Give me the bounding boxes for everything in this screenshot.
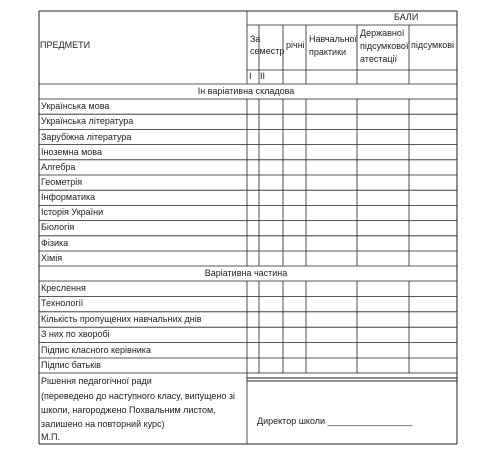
annual-header: річні <box>286 40 305 50</box>
semester-header-line1: За <box>250 34 261 44</box>
council-decision-line4: залишено на повторний курс) <box>41 419 165 429</box>
stamp-place-label: М.П. <box>41 432 60 442</box>
subject-physics: Фізика <box>41 238 69 248</box>
semester-one-label: I <box>249 71 252 81</box>
subjects-header: ПРЕДМЕТИ <box>40 40 91 50</box>
subject-drafting: Креслення <box>41 283 86 293</box>
missed-due-illness-row-label: З них по хворобі <box>41 329 110 339</box>
subject-informatics: Інформатика <box>41 192 96 202</box>
subject-ukrainian-literature: Українська література <box>41 116 134 126</box>
director-signature-label: Директор школи _________________ <box>257 416 413 426</box>
council-decision-line2: (переведено до наступного класу, випущено зі <box>41 391 235 401</box>
subject-technology: Технології <box>41 298 84 308</box>
subject-chemistry: Хімія <box>41 253 63 263</box>
council-decision-line1: Рішення педагогічної ради <box>41 376 152 386</box>
council-decision-line3: школи, нагороджено Похвальним листом, <box>41 405 216 415</box>
class-teacher-signature-row-label: Підпис класного керівника <box>41 345 151 355</box>
subject-algebra: Алгебра <box>41 162 76 172</box>
missed-days-row-label: Кількість пропущених навчальних днів <box>41 314 202 324</box>
invariant-section-title: Ін варіативна складова <box>197 86 295 96</box>
subject-geometry: Геометрія <box>41 177 83 187</box>
subject-history-of-ukraine: Історія України <box>41 207 104 217</box>
practice-header-line2: практики <box>309 47 347 57</box>
parents-signature-row-label: Підпис батьків <box>41 360 101 370</box>
semester-two-label: II <box>260 71 266 81</box>
subject-ukrainian-language: Українська мова <box>41 101 110 111</box>
state-exam-header-line3: атестації <box>360 54 398 64</box>
subject-foreign-language: Іноземна мова <box>41 147 102 157</box>
grades-header: БАЛИ <box>394 12 419 22</box>
subject-biology: Біологія <box>41 222 75 232</box>
subject-world-literature: Зарубіжна література <box>41 132 132 142</box>
practice-header-line1: Навчальної <box>309 34 357 44</box>
variative-section-title: Варіативна частина <box>204 268 288 278</box>
state-exam-header-line1: Державної <box>360 28 405 38</box>
final-header: підсумкові <box>411 40 455 50</box>
semester-header-line2: семестр <box>250 46 285 56</box>
state-exam-header-line2: підсумкової <box>360 41 409 51</box>
